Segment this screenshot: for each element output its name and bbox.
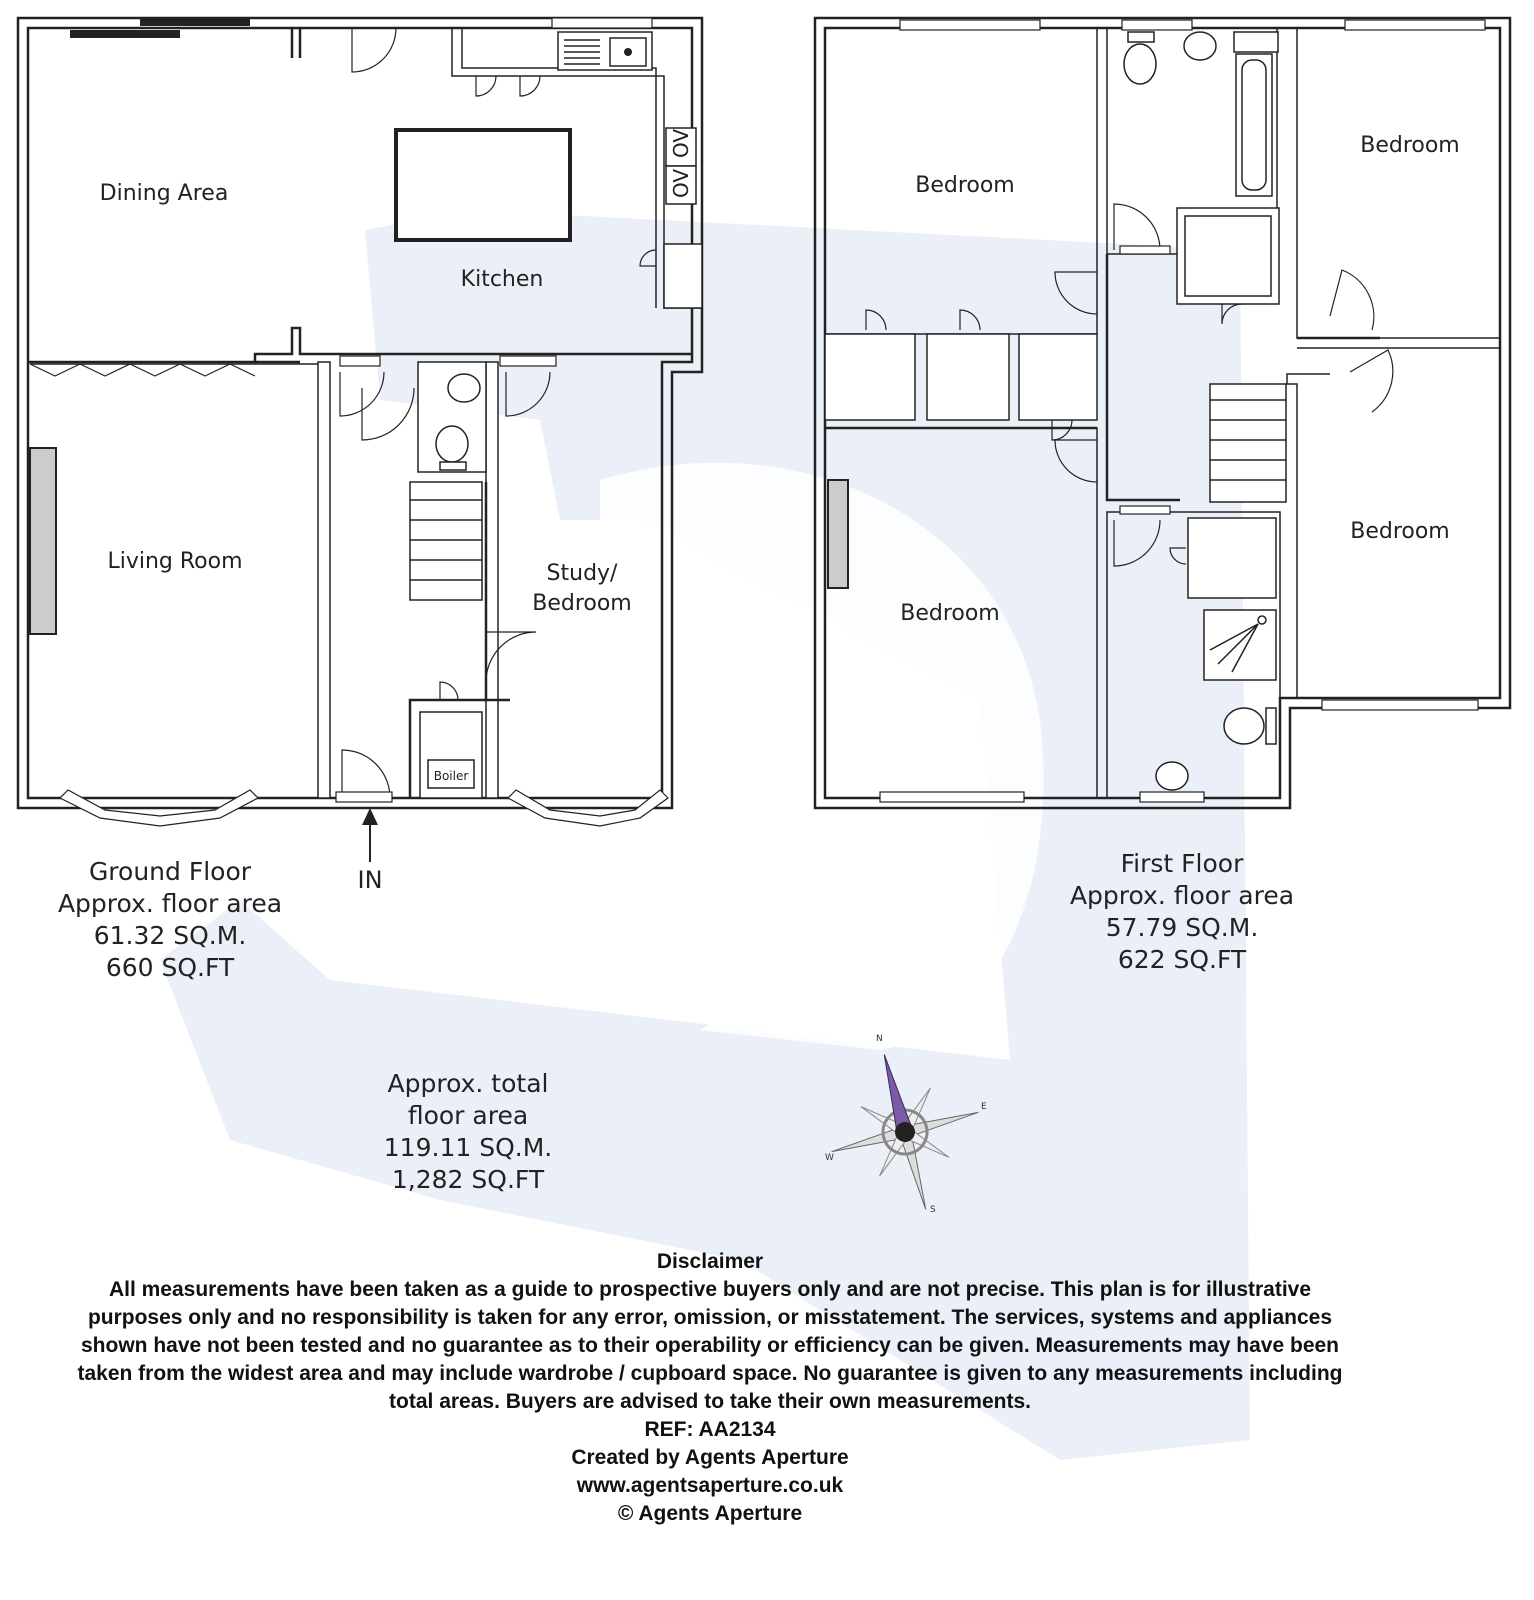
living-room-label: Living Room xyxy=(107,549,243,574)
bifold-doors xyxy=(30,364,318,376)
living-room-wall xyxy=(318,362,330,798)
disclaimer-body: All measurements have been taken as a guide to prospective buyers only and are not precise. This plan is for illustrative purposes only and no responsibility is taken for any error, omission, or misstatement. The services, systems and appliances shown have not been tested and no guarantee as to their operability or efficiency can be given. Measurements may have been taken from the widest area and may include wardrobe / cupboard space. No guarantee is given to any measurements including total areas. Buyers are advised to take their own measurements. xyxy=(77,1278,1343,1413)
entrance-label: IN xyxy=(357,866,383,894)
basin-icon xyxy=(448,374,480,402)
copyright: © Agents Aperture xyxy=(617,1502,803,1525)
first-floor-area-caption: Approx. floor area xyxy=(1069,881,1295,910)
first-floor-sqft: 622 SQ.FT xyxy=(1117,945,1247,974)
dining-window xyxy=(70,30,180,38)
shower-basin-icon xyxy=(1156,762,1188,790)
shower-tray-icon xyxy=(1204,610,1276,680)
ground-floor-title: Ground Floor xyxy=(88,857,252,886)
total-area-sqft: 1,282 SQ.FT xyxy=(391,1165,545,1194)
study-wall xyxy=(486,362,498,798)
oven-1-label: OV xyxy=(669,128,693,158)
first-fireplace xyxy=(828,480,848,588)
compass-w: W xyxy=(825,1153,834,1163)
compass-e: E xyxy=(981,1102,987,1112)
shower-toilet-icon xyxy=(1224,708,1264,744)
disclaimer xyxy=(60,1248,1360,1528)
compass-n: N xyxy=(876,1034,883,1044)
study-label-line1: Study/ xyxy=(546,561,618,586)
bedroom-top-right xyxy=(1297,28,1500,338)
ground-floor-sqft: 660 SQ.FT xyxy=(105,953,235,982)
ground-floor-sqm: 61.32 SQ.M. xyxy=(93,921,247,950)
oven-2-label: OV xyxy=(669,168,693,198)
created-by: Created by Agents Aperture xyxy=(571,1446,849,1469)
wardrobe-3 xyxy=(1019,334,1097,420)
shower-cupboard xyxy=(1188,518,1276,598)
bedroom-top-left-label: Bedroom xyxy=(915,173,1015,198)
bedroom-bottom-left-label: Bedroom xyxy=(900,601,1000,626)
ground-stairs xyxy=(410,482,482,600)
reference-number: REF: AA2134 xyxy=(644,1418,776,1441)
wardrobe-1 xyxy=(825,334,915,420)
disclaimer-title: Disclaimer xyxy=(656,1250,764,1273)
kitchen-label: Kitchen xyxy=(460,267,544,292)
first-floor-sqm: 57.79 SQ.M. xyxy=(1105,913,1259,942)
kitchen-cupboard xyxy=(664,244,702,308)
total-area-sqm: 119.11 SQ.M. xyxy=(383,1133,553,1162)
toilet-icon xyxy=(436,426,468,462)
total-area-line1: Approx. total xyxy=(387,1069,549,1098)
website-link[interactable]: www.agentsaperture.co.uk xyxy=(576,1474,844,1497)
bedroom-bottom-right-label: Bedroom xyxy=(1350,519,1450,544)
total-area-line2: floor area xyxy=(407,1101,529,1130)
ground-floor-area-caption: Approx. floor area xyxy=(57,889,283,918)
first-stairs xyxy=(1210,384,1286,502)
study-label-line2: Bedroom xyxy=(532,591,632,616)
dining-area-label: Dining Area xyxy=(99,181,229,206)
airing-cupboard xyxy=(1177,208,1279,304)
bedroom-top-right-label: Bedroom xyxy=(1360,133,1460,158)
wardrobe-2 xyxy=(927,334,1009,420)
fireplace xyxy=(30,448,56,634)
bath-basin-icon xyxy=(1184,32,1216,60)
entrance-arrow-icon xyxy=(362,808,378,862)
compass-s: S xyxy=(930,1205,936,1215)
kitchen-island xyxy=(396,130,570,240)
first-floor-title: First Floor xyxy=(1120,849,1244,878)
boiler-label: Boiler xyxy=(433,769,469,783)
bath-toilet-icon xyxy=(1124,44,1156,84)
